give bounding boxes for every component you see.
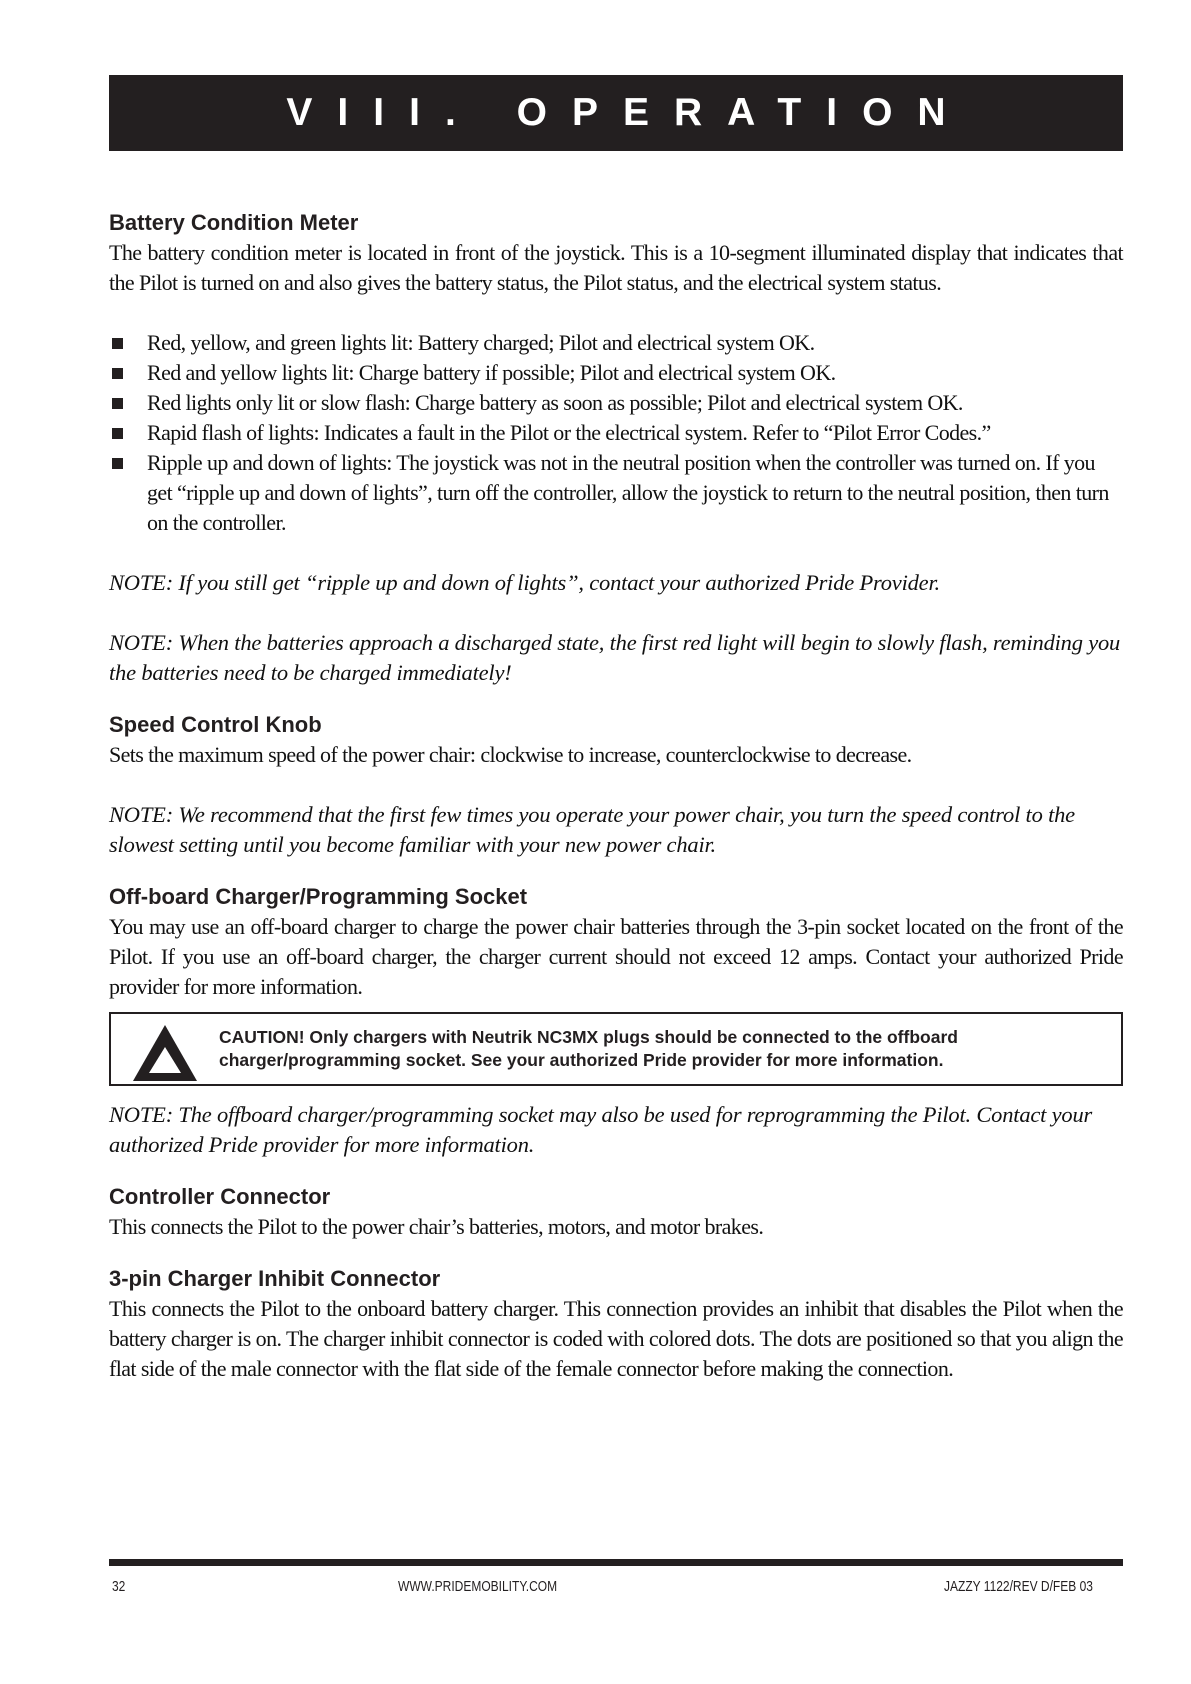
controller-body: This connects the Pilot to the power chair’s batteries, motors, and motor brakes. — [109, 1214, 764, 1239]
list-item: Ripple up and down of lights: The joystick was not in the neutral position when the controller was turned on. If you get “ripple up and down of lights”, turn off the controller, allow the joystick to return to the neutral position, then turn on the controller. — [109, 448, 1123, 538]
list-item: Red lights only lit or slow flash: Charge battery as soon as possible; Pilot and electrical system OK. — [109, 388, 1123, 418]
speed-heading: Speed Control Knob — [109, 712, 322, 737]
charger-note: NOTE: The offboard charger/programming socket may also be used for reprogramming the Pilot. Contact your authorized Pride provider for more information. — [109, 1102, 1093, 1157]
battery-note-discharge: NOTE: When the batteries approach a discharged state, the first red light will begin to slowly flash, reminding you the batteries need to be charged immediately! — [109, 630, 1121, 685]
footer-doc-id: JAZZY 1122/REV D/FEB 03 — [944, 1578, 1093, 1595]
list-item: Rapid flash of lights: Indicates a fault in the Pilot or the electrical system. Refer to “Pilot Error Codes.” — [109, 418, 1123, 448]
charger-heading: Off-board Charger/Programming Socket — [109, 884, 528, 909]
battery-note-ripple: NOTE: If you still get “ripple up and down of lights”, contact your authorized Pride Provider. — [109, 570, 940, 595]
list-item: Red, yellow, and green lights lit: Battery charged; Pilot and electrical system OK. — [109, 328, 1123, 358]
caution-text: CAUTION! Only chargers with Neutrik NC3MX plugs should be connected to the offboard charger/programming socket. See your authorized Pride provider for more information. — [219, 1027, 958, 1070]
speed-note: NOTE: We recommend that the first few times you operate your power chair, you turn the speed control to the slowest setting until you become familiar with your new power chair. — [109, 802, 1075, 857]
speed-body: Sets the maximum speed of the power chair: clockwise to increase, counterclockwise to decrease. — [109, 742, 912, 767]
page-content — [109, 208, 1123, 1384]
list-item: Red and yellow lights lit: Charge battery if possible; Pilot and electrical system OK. — [109, 358, 1123, 388]
square-bullet-icon — [112, 398, 123, 409]
section-title-bar — [109, 75, 1123, 151]
warning-triangle-icon — [131, 1023, 199, 1083]
page-number: 32 — [112, 1578, 126, 1595]
footer-website: WWW.PRIDEMOBILITY.COM — [398, 1578, 558, 1595]
inhibit-heading: 3-pin Charger Inhibit Connector — [109, 1266, 441, 1291]
section-title: VIII. OPERATION — [286, 91, 971, 134]
caution-box — [109, 1012, 1123, 1086]
inhibit-body: This connects the Pilot to the onboard battery charger. This connection provides an inhibit that disables the Pilot when the battery charger is on. The charger inhibit connector is coded with colored dots. The dots are positioned so that you align the flat side of the male connector with the flat side of the female connector before making the connection. — [109, 1296, 1123, 1381]
battery-heading: Battery Condition Meter — [109, 210, 359, 235]
charger-body: You may use an off-board charger to charge the power chair batteries through the 3-pin socket located on the front of the Pilot. If you use an off-board charger, the charger current should not exceed 12 amps. Contact your authorized Pride provider for more information. — [109, 914, 1123, 999]
square-bullet-icon — [112, 338, 123, 349]
footer-rule — [109, 1559, 1123, 1566]
controller-heading: Controller Connector — [109, 1184, 331, 1209]
square-bullet-icon — [112, 368, 123, 379]
battery-status-list — [109, 328, 1123, 538]
square-bullet-icon — [112, 458, 123, 469]
square-bullet-icon — [112, 428, 123, 439]
battery-body: The battery condition meter is located in front of the joystick. This is a 10-segment illuminated display that indicates that the Pilot is turned on and also gives the battery status, the Pilot status, and the electrical system status. — [109, 240, 1123, 295]
